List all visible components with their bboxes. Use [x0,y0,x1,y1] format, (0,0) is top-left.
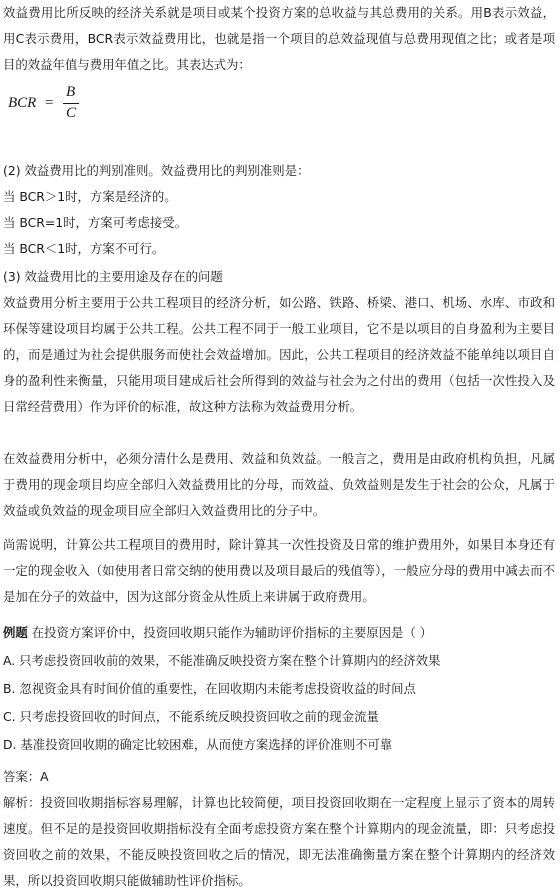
formula-numerator: B [66,84,76,100]
formula-equals: = [45,95,54,111]
section2-heading: (2) 效益费用比的判别准则。效益费用比的判别准则是： [3,163,310,178]
formula-denominator: C [66,105,77,121]
option-d: D. 基准投资回收期的确定比较困难，从而使方案选择的评价准则不可靠 [3,737,393,752]
rule-item: 当 BCR＞1时，方案是经济的。 [3,189,177,204]
rule-item: 当 BCR＜1时，方案不可行。 [3,241,165,256]
intro-paragraph: 效益费用比所反映的经济关系就是项目或某个投资方案的总收益与其总费用的关系。用B表示效益，用C表示费用，BCR表示效益费用比，也就是指一个项目的总效益现值与总费用现值之比；或者是项目的效益年值与费用年值之比。其表达式为： [3,5,555,72]
bcr-formula [8,84,208,124]
rule-item: 当 BCR=1时，方案可考虑接受。 [3,215,188,230]
option-a: A. 只考虑投资回收前的效果，不能准确反映投资方案在整个计算期内的经济效果 [3,653,441,668]
section3-paragraph: 效益费用分析主要用于公共工程项目的经济分析，如公路、铁路、桥梁、港口、机场、水库、市政和环保等建设项目均属于公共工程。公共工程不同于一般工业项目，它不是以项目的自身盈利为主要目的，而是通过为社会提供服务而使社会效益增加。因此，公共工程项目的经济效益不能单纯以项目自身的盈利性来衡量，只能用项目建成后社会所得到的效益与社会为之付出的费用（包括一次性投入及日常经营费用）作为评价的标准，故这种方法称为效益费用分析。 [3,295,555,414]
section3-heading: (3) 效益费用比的主要用途及存在的问题 [3,269,223,284]
example-label: 例题 [3,625,28,640]
fraction-bar [63,103,79,104]
example-question [3,620,555,646]
formula-lhs: BCR [8,95,37,111]
example-question-text: 在投资方案评价中，投资回收期只能作为辅助评价指标的主要原因是（ ） [27,625,433,640]
section3-paragraph: 在效益费用分析中，必须分清什么是费用、效益和负效益。一般言之，费用是由政府机构负担，凡属于费用的现金项目均应全部归入效益费用比的分母，而效益、负效益则是发生于社会的公众，凡属于效益或负效益的现金项目应全部归入效益费用比的分子中。 [3,451,555,518]
section3-paragraph: 尚需说明，计算公共工程项目的费用时，除计算其一次性投资及日常的维护费用外，如果目本身还有一定的现金收入（如使用者日常交纳的使用费以及项目最后的残值等），一般应分母的费用中减去而不是加在分子的效益中，因为这部分资金从性质上来讲属于政府费用。 [3,537,555,604]
option-c: C. 只考虑投资回收的时间点，不能系统反映投资回收之前的现金流量 [3,709,379,724]
analysis-paragraph: 解析：投资回收期指标容易理解，计算也比较简便，项目投资回收期在一定程度上显示了资本的周转速度。但不足的是投资回收期指标没有全面考虑投资方案在整个计算期内的现金流量，即：只考虑投资回收之前的效果，不能反映投资回收之后的情况，即无法准确衡量方案在整个计算期内的经济效果，所以投资回收期只能做辅助性评价指标。 [3,795,555,888]
option-b: B. 忽视资金具有时间价值的重要性，在回收期内未能考虑投资收益的时间点 [3,681,416,696]
answer: 答案：A [3,769,49,784]
